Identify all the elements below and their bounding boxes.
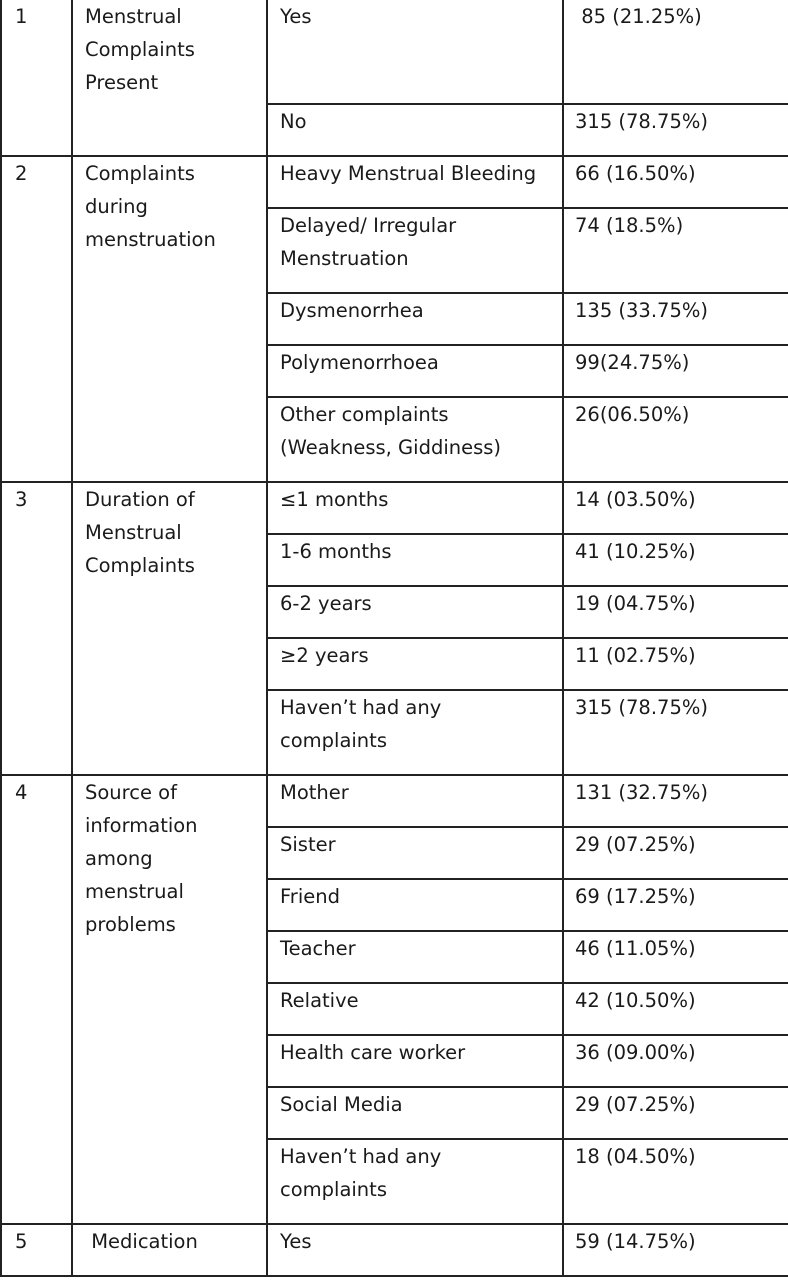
option-cell: Polymenorrhoea xyxy=(267,345,563,397)
option-cell: ≥2 years xyxy=(267,638,563,690)
section-number: 3 xyxy=(1,482,72,775)
section-number: 5 xyxy=(1,1224,72,1276)
option-cell: Relative xyxy=(267,983,563,1035)
option-cell: Haven’t had any complaints xyxy=(267,690,563,775)
section-number: 2 xyxy=(1,156,72,482)
option-cell: Delayed/ Irregular Menstruation xyxy=(267,208,563,293)
option-cell: Mother xyxy=(267,775,563,827)
option-cell: Other complaints (Weakness, Giddiness) xyxy=(267,397,563,482)
value-cell: 315 (78.75%) xyxy=(563,104,788,156)
value-cell: 59 (14.75%) xyxy=(563,1224,788,1276)
table-row xyxy=(1,156,788,208)
value-cell: 18 (04.50%) xyxy=(563,1139,788,1224)
option-cell: Yes xyxy=(267,0,563,104)
option-cell: 1-6 months xyxy=(267,534,563,586)
value-cell: 66 (16.50%) xyxy=(563,156,788,208)
value-cell: 11 (02.75%) xyxy=(563,638,788,690)
section-category: Medication xyxy=(72,1224,267,1276)
value-cell: 135 (33.75%) xyxy=(563,293,788,345)
option-cell: 6-2 years xyxy=(267,586,563,638)
value-cell: 29 (07.25%) xyxy=(563,1087,788,1139)
section-category: Source of information among menstrual problems xyxy=(72,775,267,1224)
value-cell: 46 (11.05%) xyxy=(563,931,788,983)
value-cell: 69 (17.25%) xyxy=(563,879,788,931)
option-cell: Yes xyxy=(267,1224,563,1276)
section-category: Complaints during menstruation xyxy=(72,156,267,482)
option-cell: Heavy Menstrual Bleeding xyxy=(267,156,563,208)
section-number: 4 xyxy=(1,775,72,1224)
table-row xyxy=(1,0,788,104)
option-cell: Haven’t had any complaints xyxy=(267,1139,563,1224)
value-cell: 36 (09.00%) xyxy=(563,1035,788,1087)
value-cell: 99(24.75%) xyxy=(563,345,788,397)
value-cell: 41 (10.25%) xyxy=(563,534,788,586)
option-cell: Friend xyxy=(267,879,563,931)
option-cell: ≤1 months xyxy=(267,482,563,534)
option-cell: Sister xyxy=(267,827,563,879)
table-row xyxy=(1,482,788,534)
value-cell: 42 (10.50%) xyxy=(563,983,788,1035)
section-category: Duration of Menstrual Complaints xyxy=(72,482,267,775)
value-cell: 85 (21.25%) xyxy=(563,0,788,104)
value-cell: 131 (32.75%) xyxy=(563,775,788,827)
option-cell: Dysmenorrhea xyxy=(267,293,563,345)
value-cell: 315 (78.75%) xyxy=(563,690,788,775)
value-cell: 19 (04.75%) xyxy=(563,586,788,638)
option-cell: Health care worker xyxy=(267,1035,563,1087)
section-category: Menstrual Complaints Present xyxy=(72,0,267,156)
option-cell: Social Media xyxy=(267,1087,563,1139)
option-cell: Teacher xyxy=(267,931,563,983)
table-row xyxy=(1,775,788,827)
option-cell: No xyxy=(267,104,563,156)
value-cell: 74 (18.5%) xyxy=(563,208,788,293)
table-row xyxy=(1,1224,788,1276)
value-cell: 26(06.50%) xyxy=(563,397,788,482)
value-cell: 14 (03.50%) xyxy=(563,482,788,534)
section-number: 1 xyxy=(1,0,72,156)
value-cell: 29 (07.25%) xyxy=(563,827,788,879)
